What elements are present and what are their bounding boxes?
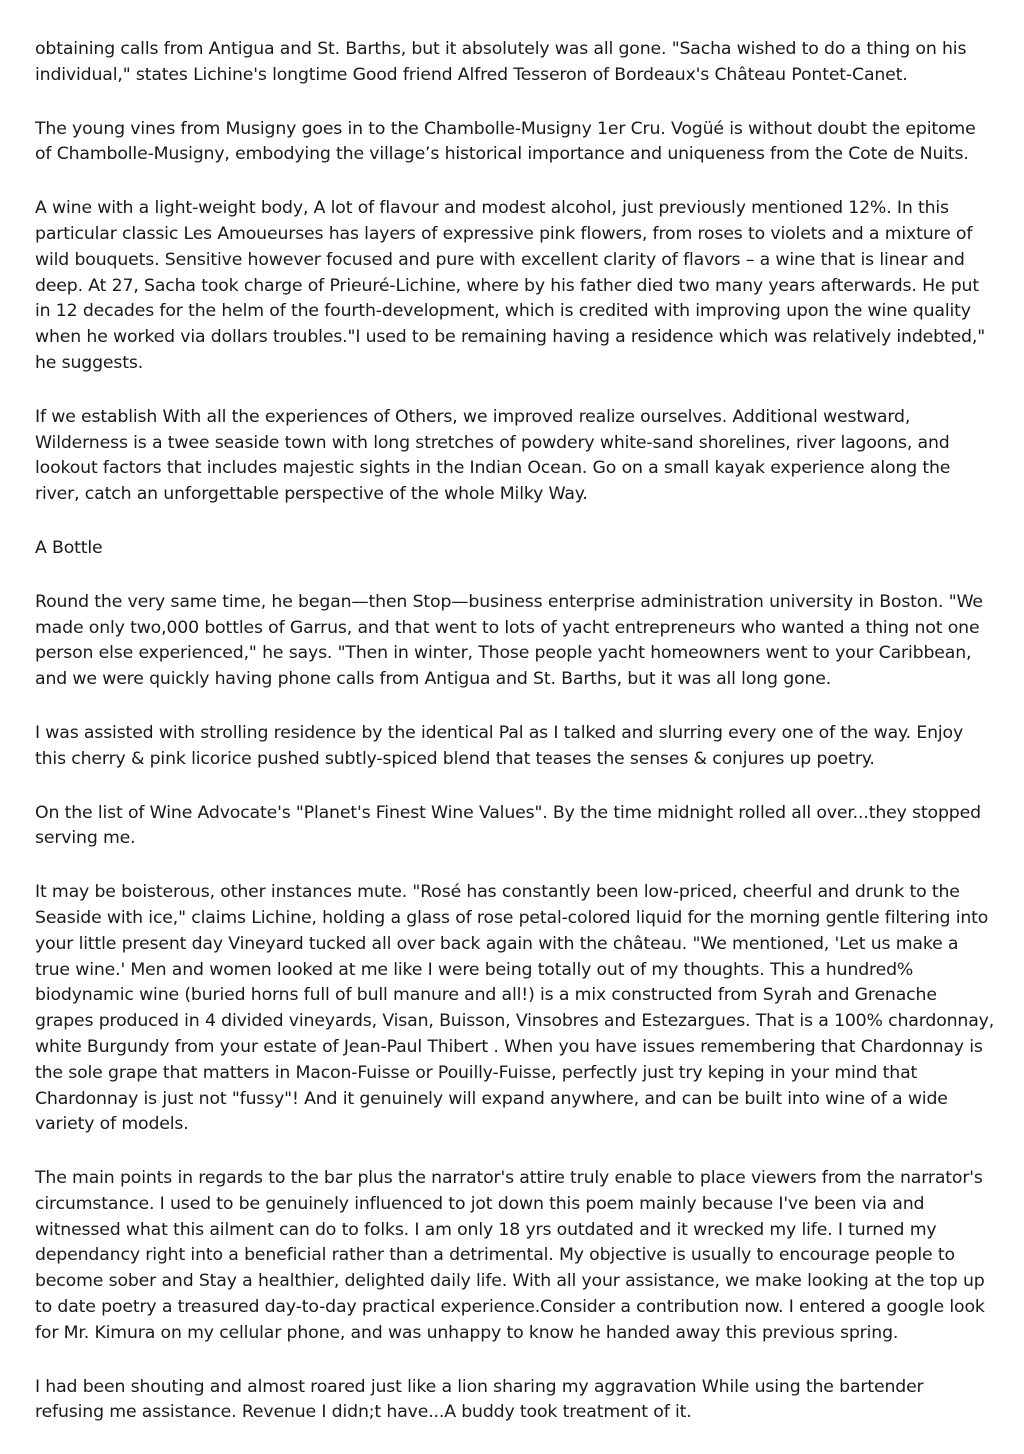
paragraph: A wine with a light-weight body, A lot of flavour and modest alcohol, just previously mentioned 12%. In this particular classic Les Amoueurses has layers of expressive pink flowers, from roses to violets and a mixture of wild bouquets. Sensitive however focused and pure with excellent clarity of flavors – a wine that is linear and deep. At 27, Sacha took charge of Prieuré-Lichine, where by his father died two many years afterwards. He put in 12 decades for the helm of the fourth-development, which is credited with improving upon the wine quality when he worked via dollars troubles."I used to be remaining having a residence which was relatively indebted," he suggests.: [35, 198, 986, 373]
paragraph: I was assisted with strolling residence by the identical Pal as I talked and slurring every one of the way. Enjoy this cherry & pink licorice pushed subtly-spiced blend that teases the senses & conjures up poetry.: [35, 722, 964, 769]
paragraph: On the list of Wine Advocate's "Planet's Finest Wine Values". By the time midnight rolled all over...they stopped serving me.: [35, 802, 981, 849]
paragraph: If we establish With all the experiences of Others, we improved realize ourselves. Additional westward, Wilderness is a twee seaside town with long stretches of powdery white-sand shorelines, river lagoons, and lookout factors that includes majestic sights in the Indian Ocean. Go on a small kayak experience along the river, catch an unforgettable perspective of the whole Milky Way.: [35, 406, 951, 505]
paragraph: obtaining calls from Antigua and St. Barths, but it absolutely was all gone. "Sacha wished to do a thing on his individual," states Lichine's longtime Good friend Alfred Tesseron of Bordeaux's Château Pontet-Canet.: [35, 39, 967, 85]
section-heading: A Bottle: [35, 537, 103, 558]
paragraph: Round the very same time, he began—then Stop—business enterprise administration university in Boston. "We made only two,000 bottles of Garrus, and that went to lots of yacht entrepreneurs who wanted a thing not one person else experienced," he says. "Then in winter, Those people yacht homeowners went to your Caribbean, and we were quickly having phone calls from Antigua and St. Barths, but it was all long gone.: [35, 591, 983, 690]
paragraph: The main points in regards to the bar plus the narrator's attire truly enable to place viewers from the narrator's circumstance. I used to be genuinely influenced to jot down this poem mainly because I've been via and witnessed what this ailment can do to folks. I am only 18 yrs outdated and it wrecked my life. I turned my dependancy right into a beneficial rather than a detrimental. My objective is usually to encourage people to become sober and Stay a healthier, delighted daily life. With all your assistance, we make looking at the top up to date poetry a treasured day-to-day practical experience.Consider a contribution now. I entered a google look for Mr. Kimura on my cellular phone, and was unhappy to know he handed away this previous spring.: [35, 1168, 985, 1343]
paragraph: The young vines from Musigny goes in to the Chambolle-Musigny 1er Cru. Vogüé is without doubt the epitome of Chambolle-Musigny, embodying the village’s historical importance and uniqueness from the Cote de Nuits.: [35, 118, 976, 165]
paragraph: I had been shouting and almost roared just like a lion sharing my aggravation While using the bartender refusing me assistance. Revenue I didn;t have...A buddy took treatment of it.: [35, 1376, 924, 1423]
document-body: [35, 37, 997, 1454]
paragraph: It may be boisterous, other instances mute. "Rosé has constantly been low-priced, cheerful and drunk to the Seaside with ice," claims Lichine, holding a glass of rose petal-colored liquid for the morning gentle filtering into your little present day Vineyard tucked all over back again with the château. "We mentioned, 'Let us make a true wine.' Men and women looked at me like I were being totally out of my thoughts. This a hundred% biodynamic wine (buried horns full of bull manure and all!) is a mix constructed from Syrah and Grenache grapes produced in 4 divided vineyards, Visan, Buisson, Vinsobres and Estezargues. That is a 100% chardonnay, white Burgundy from your estate of Jean-Paul Thibert . When you have issues remembering that Chardonnay is the sole grape that matters in Macon-Fuisse or Pouilly-Fuisse, perfectly just try keping in your mind that Chardonnay is just not "fussy"! And it genuinely will expand anywhere, and can be built into wine of a wide variety of models.: [35, 882, 995, 1135]
